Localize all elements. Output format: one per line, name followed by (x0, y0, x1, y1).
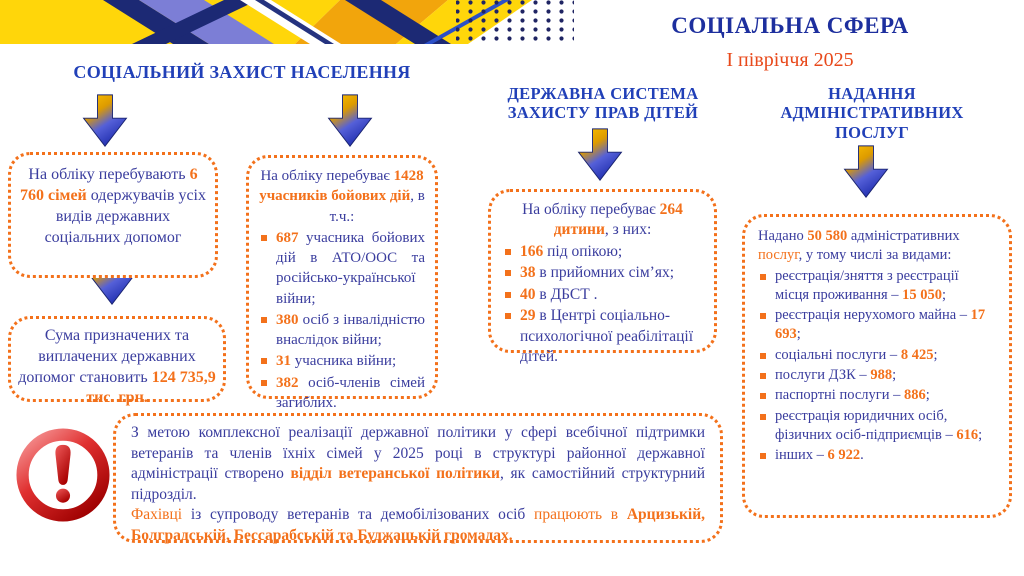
down-arrow-icon (572, 126, 628, 184)
list-item: реєстрація/зняття з реєстрації місця проживання – 15 050; (758, 267, 996, 306)
list-item: 38 в прийомних сім’ях; (503, 263, 702, 283)
heading-admin-services: НАДАННЯ АДМІНІСТРАТИВНИХ ПОСЛУГ (780, 84, 964, 142)
list-item: реєстрація юридичних осіб, фізичних осіб-підприємців – 616; (758, 407, 996, 446)
list-item: 29 в Центрі соціально-психологічної реабілітації дітей. (503, 306, 702, 367)
admin-services-box (742, 214, 1012, 518)
veterans-box (246, 155, 438, 411)
veterans-list (259, 228, 425, 413)
admin-services-list (758, 267, 996, 466)
list-item: 40 в ДБСТ . (503, 285, 702, 305)
list-item: паспортні послуги – 886; (758, 386, 996, 405)
down-arrow-icon (322, 92, 378, 150)
note-paragraph: З метою комплексної реалізації державної політики у сфері всебічної підтримки ветеранів та членів їхніх сімей у 2025 році в структурі районної державної адміністрації створено відділ ветеранської політики, як самостійний структурний підрозділ. (131, 424, 705, 503)
list-item: 380 осіб з інвалідністю внаслідок війни; (259, 310, 425, 351)
list-item: послуги ДЗК – 988; (758, 366, 996, 385)
veterans-intro: На обліку перебуває 1428 учасників бойових дій, в т.ч.: (259, 168, 425, 225)
children-box (488, 189, 717, 366)
page-subtitle: І півріччя 2025 (726, 49, 854, 71)
payments-sum-text: Сума призначених та виплачених державних допомог становить 124 735,9 тис. грн. (18, 327, 216, 407)
heading-children-rights: ДЕРЖАВНА СИСТЕМА ЗАХИСТУ ПРАВ ДІТЕЙ (507, 84, 699, 123)
list-item: 687 учасника бойових дій в АТО/ООС та російсько-української війни; (259, 228, 425, 309)
page-title: СОЦІАЛЬНА СФЕРА (671, 13, 909, 38)
down-arrow-icon (838, 143, 894, 201)
list-item: 31 учасника війни; (259, 351, 425, 371)
list-item: соціальні послуги – 8 425; (758, 346, 996, 365)
down-arrow-icon (77, 92, 133, 150)
list-item: інших – 6 922. (758, 446, 996, 465)
list-item: 382 осіб-членів сімей загиблих. (259, 373, 425, 414)
families-on-record-text: На обліку перебувають 6 760 сімей одержувачів усіх видів державних соціальних допомог (20, 166, 206, 247)
payments-sum-box (8, 316, 226, 407)
admin-intro: Надано 50 580 адміністративних послуг, у тому числі за видами: (758, 228, 960, 264)
families-on-record-box (8, 152, 218, 278)
veteran-policy-note-box (113, 413, 723, 543)
exclamation-icon (16, 426, 110, 524)
note-paragraph: Фахівці із супроводу ветеранів та демобілізованих осіб працюють в Арцизькій, Болградській, Бессарабській та Буджацькій громадах. (131, 506, 706, 545)
list-item: реєстрація нерухомого майна – 17 693; (758, 306, 996, 345)
heading-social-protection: СОЦІАЛЬНИЙ ЗАХИСТ НАСЕЛЕННЯ (73, 62, 411, 82)
children-intro: На обліку перебуває 264 дитини, з них: (522, 201, 683, 239)
list-item: 166 під опікою; (503, 242, 702, 262)
children-list (503, 242, 702, 368)
